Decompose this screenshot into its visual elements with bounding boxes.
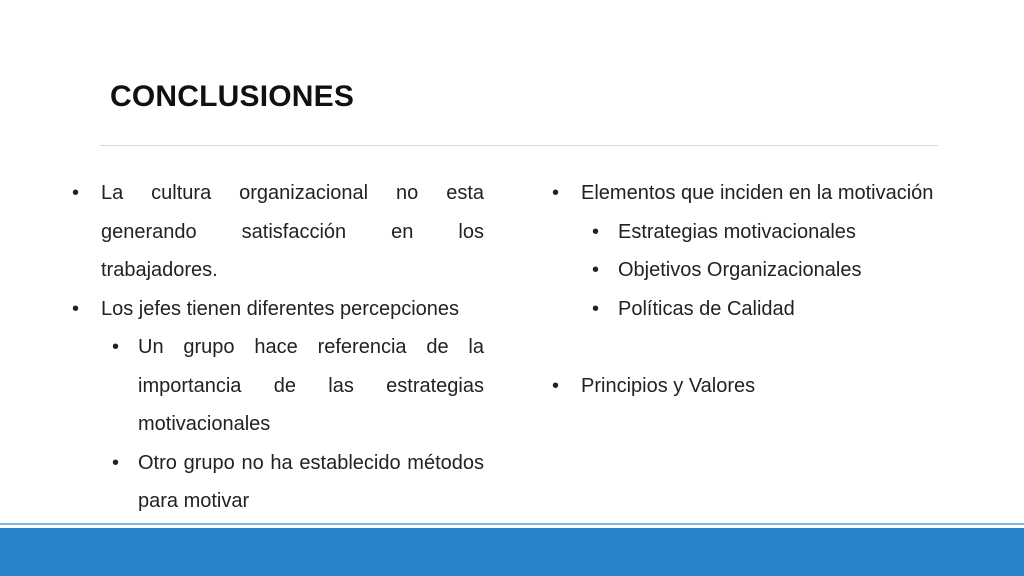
sub-bullet-item: [592, 213, 972, 252]
sub-bullet-item: [592, 251, 972, 290]
footer-bar: [0, 528, 1024, 576]
bullet-text: Objetivos Organizacionales: [618, 259, 862, 281]
bullet-item: [552, 367, 972, 406]
bullet-text: Un grupo hace referencia de la importancia de las estrategias motivacionales: [138, 336, 484, 435]
bullet-text: Otro grupo no ha establecido métodos para motivar: [138, 451, 484, 512]
left-column: [72, 174, 484, 521]
sub-bullet-item: [112, 444, 484, 521]
bullet-text: Elementos que inciden en la motivación: [581, 182, 934, 204]
slide-title: CONCLUSIONES: [110, 80, 355, 113]
bullet-text: Estrategias motivacionales: [618, 220, 856, 243]
bullet-icon: •: [72, 182, 80, 204]
bullet-text: Políticas de Calidad: [618, 297, 795, 320]
bullet-item: [552, 174, 972, 213]
bullet-text: Los jefes tienen diferentes percepciones: [101, 297, 460, 320]
bullet-icon: •: [592, 297, 600, 320]
right-column: [552, 174, 972, 405]
bullet-icon: •: [112, 336, 120, 358]
bullet-icon: •: [112, 451, 120, 474]
list-spacer: [552, 328, 972, 367]
bullet-icon: •: [72, 297, 80, 320]
bullet-icon: •: [552, 182, 560, 204]
sub-bullet-item: [592, 290, 972, 329]
bullet-icon: •: [592, 259, 600, 281]
bullet-text: Principios y Valores: [581, 374, 756, 397]
bullet-icon: •: [592, 220, 600, 243]
sub-bullet-item: [112, 328, 484, 444]
bullet-item: [72, 174, 484, 290]
title-divider: [100, 145, 938, 146]
bullet-item: [72, 290, 484, 329]
footer-accent-line: [0, 523, 1024, 525]
bullet-text: La cultura organizacional no esta generando satisfacción en los trabajadores.: [101, 182, 484, 281]
bullet-icon: •: [552, 374, 560, 397]
